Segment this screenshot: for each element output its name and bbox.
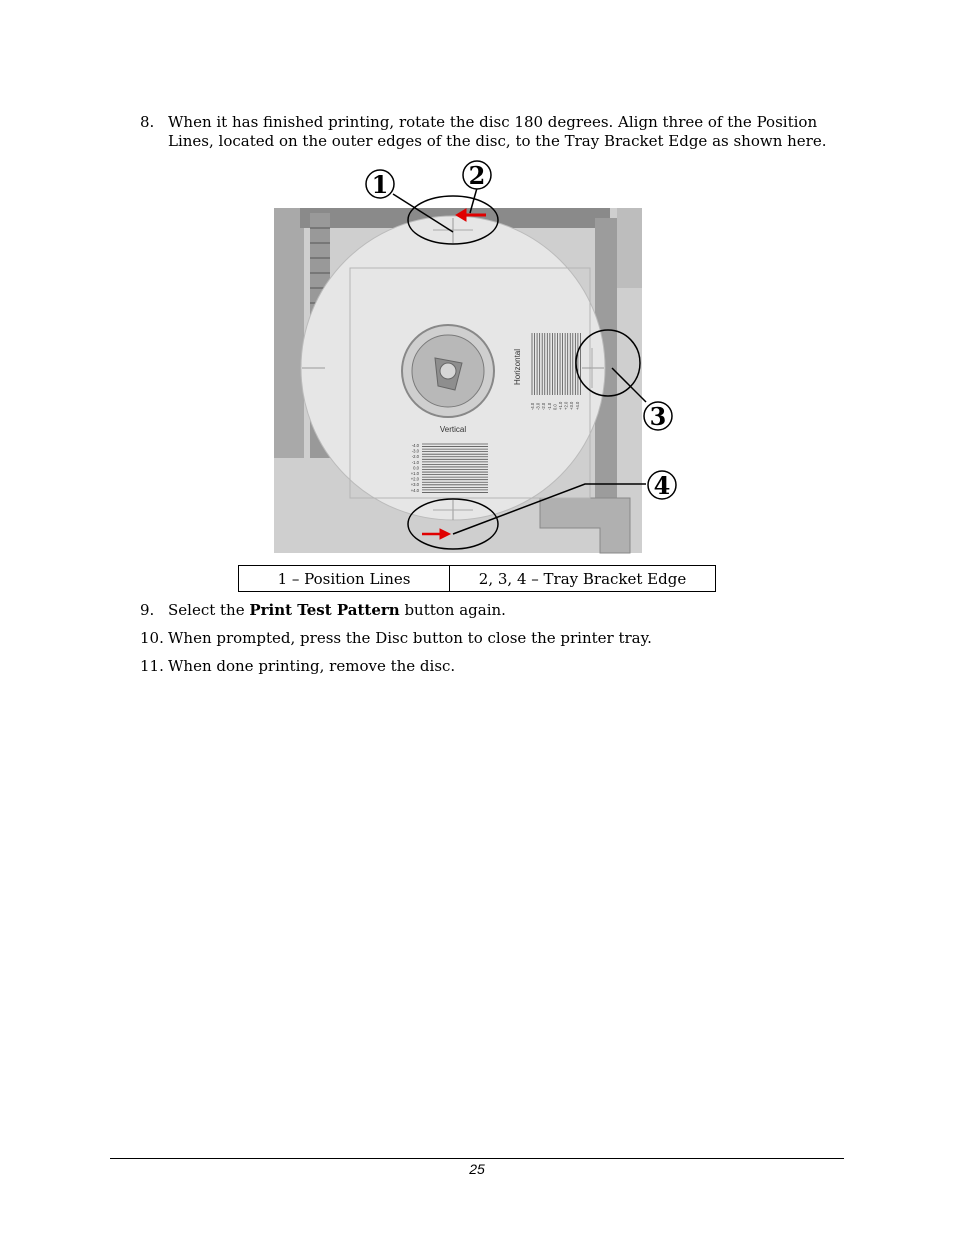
step-number: 11. (140, 657, 164, 675)
disc-alignment-figure (270, 158, 690, 558)
vertical-scale-label: -1.0 (411, 459, 419, 465)
vertical-scale-label: 0.0 (413, 465, 419, 471)
step-text: When it has finished printing, rotate the disc 180 degrees. Align three of the Position Lines, located on the outer edges of the disc, to the Tray Bracket Edge as shown here. (168, 113, 827, 150)
vertical-scale-label: +4.0 (410, 487, 419, 493)
vertical-scale-label: +1.0 (410, 471, 419, 476)
callout-3: 3 (649, 402, 667, 431)
print-test-pattern-label: Print Test Pattern (249, 601, 400, 619)
tray-right-edge (617, 208, 642, 288)
horizontal-scale-label: +2.0 (563, 401, 569, 410)
horizontal-scale-label: +1.0 (558, 401, 563, 410)
callout-1: 1 (371, 170, 389, 199)
vertical-scale-label: -3.0 (411, 448, 419, 454)
legend-row (239, 566, 716, 592)
step-text-post: button again. (399, 601, 506, 619)
callout-4: 4 (653, 471, 671, 500)
vertical-scale-label: -2.0 (411, 454, 419, 460)
vertical-scale-label: -4.0 (411, 443, 419, 448)
horizontal-scale-label: +4.0 (574, 401, 580, 410)
horizontal-scale-label: +3.0 (569, 401, 575, 410)
legend-table (238, 565, 716, 592)
step-text: When prompted, press the Disc button to close the printer tray. (168, 629, 652, 647)
step-text-pre: Select the (168, 601, 250, 619)
vertical-label: Vertical (439, 425, 467, 434)
horizontal-scale-label: -3.0 (535, 402, 541, 410)
horizontal-scale-label: -2.0 (541, 402, 547, 410)
horizontal-scale-label: 0.0 (552, 404, 558, 410)
horizontal-scale-label: -4.0 (530, 402, 535, 410)
callout-2: 2 (468, 161, 486, 190)
vertical-scale-label: +3.0 (410, 482, 419, 488)
page-number: 25 (469, 1161, 485, 1177)
step-number: 10. (140, 629, 164, 647)
horizontal-scale-label: -1.0 (546, 402, 552, 410)
legend-position-lines: 1 – Position Lines (239, 566, 450, 592)
step-number: 9. (140, 601, 155, 619)
horizontal-label: Horizontal (513, 348, 522, 385)
step-text: When done printing, remove the disc. (168, 657, 456, 675)
footer-rule (110, 1158, 844, 1159)
step-number: 8. (140, 113, 155, 131)
legend-tray-bracket-edge: 2, 3, 4 – Tray Bracket Edge (450, 566, 716, 592)
step-text (168, 601, 506, 620)
vertical-scale-label: +2.0 (410, 476, 419, 482)
tray-frame-left (274, 208, 304, 458)
